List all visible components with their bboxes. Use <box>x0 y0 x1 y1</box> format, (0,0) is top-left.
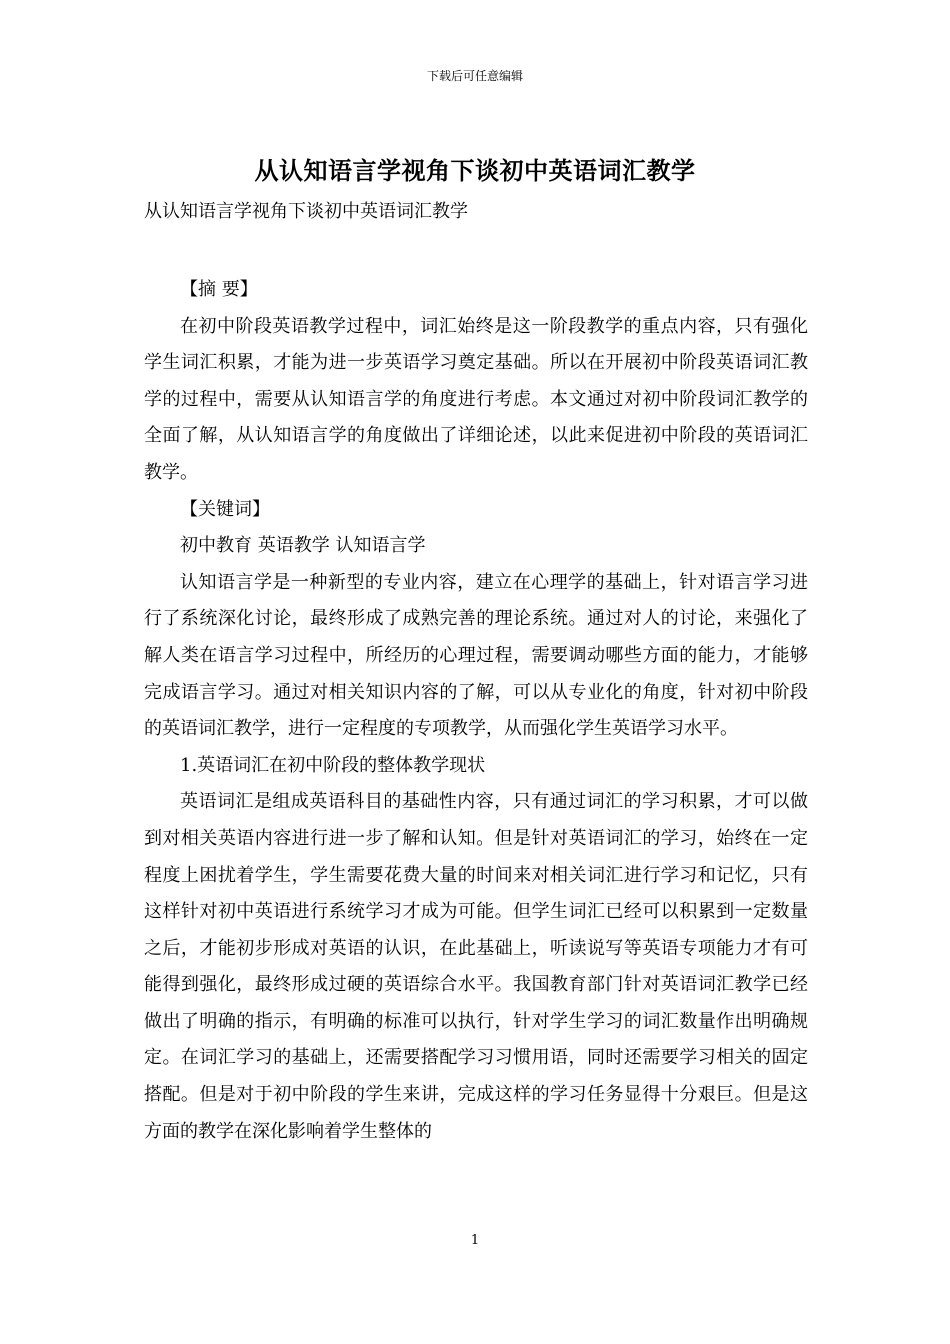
section-paragraph: 英语词汇是组成英语科目的基础性内容，只有通过词汇的学习积累，才可以做到对相关英语内容进行进一步了解和认知。但是针对英语词汇的学习，始终在一定程度上困扰着学生，学生需要花费大量的时间来对相关词汇进行学习和记忆，只有这样针对初中英语进行系统学习才成为可能。但学生词汇已经可以积累到一定数量之后，才能初步形成对英语的认识，在此基础上，听读说写等英语专项能力才有可能得到强化，最终形成过硬的英语综合水平。我国教育部门针对英语词汇教学已经做出了明确的指示，有明确的标准可以执行，针对学生学习的词汇数量作出明确规定。在词汇学习的基础上，还需要搭配学习习惯用语，同时还需要学习相关的固定搭配。但是对于初中阶段的学生来讲，完成这样的学习任务显得十分艰巨。但是这方面的教学在深化影响着学生整体的 <box>144 791 808 1142</box>
intro-paragraph: 认知语言学是一种新型的专业内容，建立在心理学的基础上，针对语言学习进行了系统深化讨论，最终形成了成熟完善的理论系统。通过对人的讨论，来强化了解人类在语言学习过程中，所经历的心理过程，需要调动哪些方面的能力，才能够完成语言学习。通过对相关知识内容的了解，可以从专业化的角度，针对初中阶段的英语词汇教学，进行一定程度的专项教学，从而强化学生英语学习水平。 <box>144 571 808 740</box>
keywords-text: 初中教育 英语教学 认知语言学 <box>180 535 426 557</box>
abstract-heading: 【摘 要】 <box>180 279 258 300</box>
header-note: 下载后可任意编辑 <box>426 69 523 83</box>
document-body <box>144 272 808 1150</box>
document-title: 从认知语言学视角下谈初中英语词汇教学 <box>254 156 696 185</box>
section-heading: 1.英语词汇在初中阶段的整体教学现状 <box>180 754 486 776</box>
document-subtitle: 从认知语言学视角下谈初中英语词汇教学 <box>144 201 468 222</box>
abstract-text: 在初中阶段英语教学过程中，词汇始终是这一阶段教学的重点内容，只有强化学生词汇积累，才能为进一步英语学习奠定基础。所以在开展初中阶段英语词汇教学的过程中，需要从认知语言学的角度进行考虑。本文通过对初中阶段词汇教学的全面了解，从认知语言学的角度做出了详细论述，以此来促进初中阶段的英语词汇教学。 <box>144 315 808 483</box>
page-number: 1 <box>470 1233 480 1248</box>
keywords-heading: 【关键词】 <box>180 498 270 520</box>
